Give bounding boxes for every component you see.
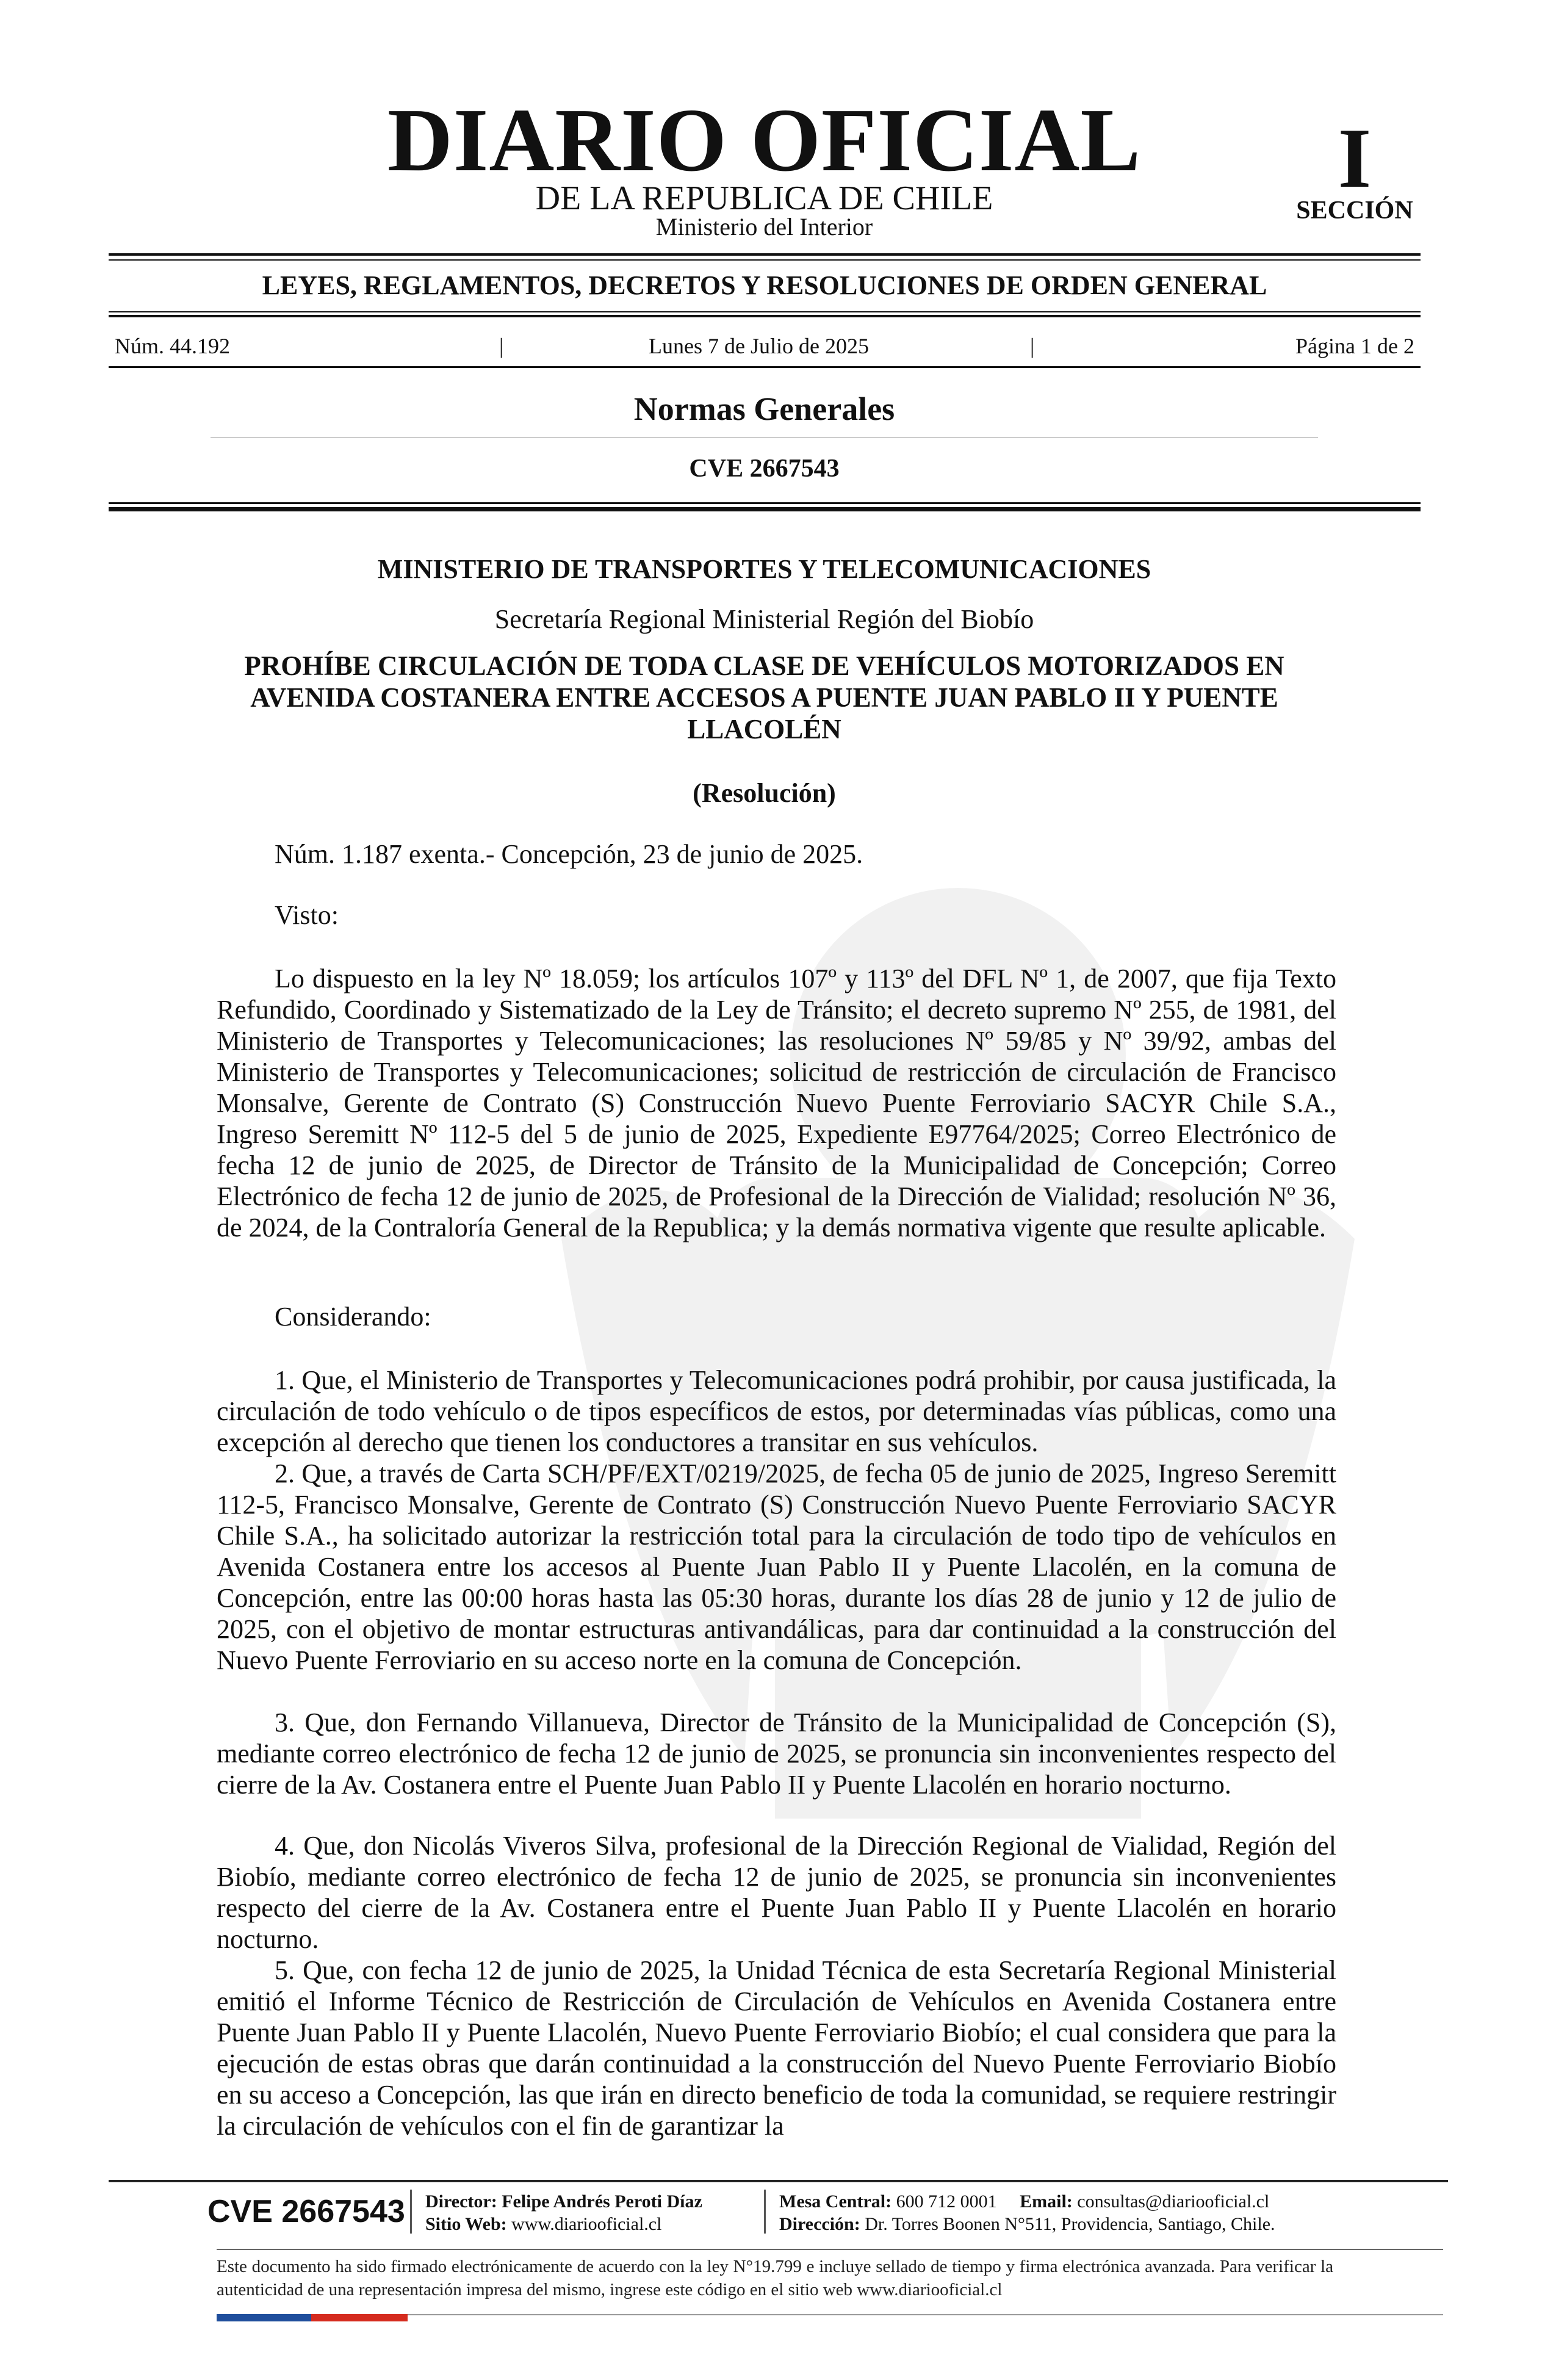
flag-stripe-red: [311, 2314, 408, 2321]
issue-number: Núm. 44.192: [115, 334, 230, 358]
issue-date: Lunes 7 de Julio de 2025: [649, 334, 869, 358]
email-link[interactable]: consultas@diariooficial.cl: [1077, 2191, 1270, 2212]
issue-rule: [109, 366, 1421, 368]
masthead-title: DIARIO OFICIAL: [387, 90, 1142, 190]
category-rule: [211, 437, 1318, 438]
considerando-paragraph: 2. Que, a través de Carta SCH/PF/EXT/0219/2025, de fecha 05 de junio de 2025, Ingreso Seremitt 112-5, Francisco Monsalve, Gerente de Contrato (S) Construcción Nuevo Puente Ferroviario SACYR Chile S.A., ha solicitado autorizar la restricción total para la circulación de todo tipo de vehículos en Avenida Costanera entre los accesos al Puente Juan Pablo II y Puente Llacolén, en la comuna de Concepción, entre las 00:00 horas hasta las 05:30 horas, durante los días 28 de junio y 12 de julio de 2025, con el objetivo de montar estructuras antivandálicas, para dar continuidad a la construcción del Nuevo Puente Ferroviario en su acceso norte en la comuna de Concepción.: [217, 1459, 1336, 1675]
footer-address: [779, 2212, 1275, 2237]
director-label: Director:: [425, 2191, 497, 2212]
resolution-headline: PROHÍBE CIRCULACIÓN DE TODA CLASE DE VEHÍCULOS MOTORIZADOS EN AVENIDA COSTANERA ENTRE ACCESOS A PUENTE JUAN PABLO II Y PUENTE LLACOLÉN: [244, 651, 1284, 745]
masthead-ministry: Ministerio del Interior: [655, 213, 873, 240]
issuing-secretaria: Secretaría Regional Ministerial Región del Biobío: [494, 604, 1034, 634]
flag-stripe-blue: [217, 2314, 311, 2321]
considerando-paragraph: 3. Que, don Fernando Villanueva, Director de Tránsito de la Municipalidad de Concepción (S), mediante correo electrónico de fecha 12 de junio de 2025, se pronuncia sin inconvenientes respecto del cierre de la Av. Costanera entre el Puente Juan Pablo II y Puente Llacolén en horario nocturno.: [217, 1707, 1336, 1800]
issuing-ministry: MINISTERIO DE TRANSPORTES Y TELECOMUNICACIONES: [377, 554, 1151, 584]
address-value: Dr. Torres Boonen N°511, Providencia, Santiago, Chile.: [865, 2214, 1275, 2234]
visto-paragraph: Lo dispuesto en la ley Nº 18.059; los artículos 107º y 113º del DFL Nº 1, de 2007, que fija Texto Refundido, Coordinado y Sistematizado de la Ley de Tránsito; el decreto supremo Nº 255, de 1981, del Ministerio de Transportes y Telecomunicaciones; las resoluciones Nº 59/85 y Nº 39/92, ambas del Ministerio de Transportes y Telecomunicaciones; solicitud de restricción de circulación de Francisco Monsalve, Gerente de Contrato (S) Construcción Nuevo Puente Ferroviario SACYR Chile S.A., Ingreso Seremitt Nº 112-5 del 5 de junio de 2025, Expediente E97764/2025; Correo Electrónico de fecha 12 de junio de 2025, de Director de Tránsito de la Municipalidad de Concepción; Correo Electrónico de fecha 12 de junio de 2025, de Profesional de la Dirección de Vialidad; resolución Nº 36, de 2024, de la Contraloría General de la Republica; y la demás normativa vigente que resulte aplicable.: [217, 964, 1336, 1242]
section-number: I: [1338, 111, 1372, 206]
footer-divider: [764, 2190, 766, 2234]
category-heading: Normas Generales: [633, 391, 895, 427]
email-label: Email:: [1020, 2191, 1073, 2212]
masthead-subtitle: DE LA REPUBLICA DE CHILE: [535, 179, 993, 217]
section-banner: LEYES, REGLAMENTOS, DECRETOS Y RESOLUCIONES DE ORDEN GENERAL: [262, 270, 1267, 300]
website-link[interactable]: www.diariooficial.cl: [511, 2214, 662, 2234]
footer-contact: [779, 2190, 1269, 2214]
footer-website: [425, 2212, 661, 2237]
header-rule-bottom-thick: [109, 507, 1421, 511]
resolution-number-line: Núm. 1.187 exenta.- Concepción, 23 de junio de 2025.: [275, 839, 863, 869]
banner-rule-bottom-thick: [109, 315, 1421, 317]
footer-rule-secondary: [217, 2249, 1443, 2250]
issue-separator-right: |: [1030, 334, 1035, 358]
visto-label: Visto:: [275, 900, 339, 930]
document-type: (Resolución): [693, 778, 836, 808]
considerando-label: Considerando:: [275, 1302, 431, 1332]
mesa-value: 600 712 0001: [896, 2191, 997, 2212]
masthead-rule-top: [109, 253, 1421, 256]
masthead-rule-top-thin: [109, 259, 1421, 261]
section-label: SECCIÓN: [1296, 197, 1413, 225]
footer-director: [425, 2190, 702, 2214]
footer-rule: [109, 2180, 1448, 2182]
banner-rule-bottom: [109, 311, 1421, 312]
website-label: Sitio Web:: [425, 2214, 507, 2234]
director-name: Felipe Andrés Peroti Díaz: [502, 2191, 702, 2212]
considerando-paragraph: 5. Que, con fecha 12 de junio de 2025, la Unidad Técnica de esta Secretaría Regional Ministerial emitió el Informe Técnico de Restricción de Circulación de Vehículos en Avenida Costanera entre Puente Juan Pablo II y Puente Llacolén, Nuevo Puente Ferroviario Biobío; el cual considera que para la ejecución de estas obras que darán continuidad a la construcción del Nuevo Puente Ferroviario Biobío en su acceso a Concepción, las que irán en directo beneficio de toda la comunidad, se requiere restringir la circulación de vehículos con el fin de garantizar la: [217, 1955, 1336, 2141]
considerando-paragraph: 1. Que, el Ministerio de Transportes y Telecomunicaciones podrá prohibir, por causa justificada, la circulación de todo vehículo o de tipos específicos de estos, por determinadas vías públicas, como una excepción al derecho que tienen los conductores a transitar en sus vehículos.: [217, 1365, 1336, 1457]
issue-separator-left: |: [499, 334, 504, 358]
address-label: Dirección:: [779, 2214, 860, 2234]
footer-legal-note: Este documento ha sido firmado electrónicamente de acuerdo con la ley N°19.799 e incluye sellado de tiempo y firma electrónica avanzada. Para verificar la autenticidad de una representación impresa del mismo, ingrese este código en el sitio web www.diariooficial.cl: [217, 2257, 1333, 2299]
cve-code: CVE 2667543: [689, 455, 840, 483]
footer-cve-code: CVE 2667543: [207, 2194, 405, 2229]
considerando-paragraph: 4. Que, don Nicolás Viveros Silva, profesional de la Dirección Regional de Vialidad, Región del Biobío, mediante correo electrónico de fecha 12 de junio de 2025, se pronuncia sin inconvenientes respecto del cierre de la Av. Costanera entre el Puente Juan Pablo II y Puente Llacolén en horario nocturno.: [217, 1831, 1336, 1954]
footer-divider: [410, 2190, 412, 2234]
issue-page: Página 1 de 2: [1295, 334, 1414, 358]
mesa-label: Mesa Central:: [779, 2191, 892, 2212]
header-rule-bottom: [109, 502, 1421, 504]
issue-info-row: [115, 331, 1414, 361]
